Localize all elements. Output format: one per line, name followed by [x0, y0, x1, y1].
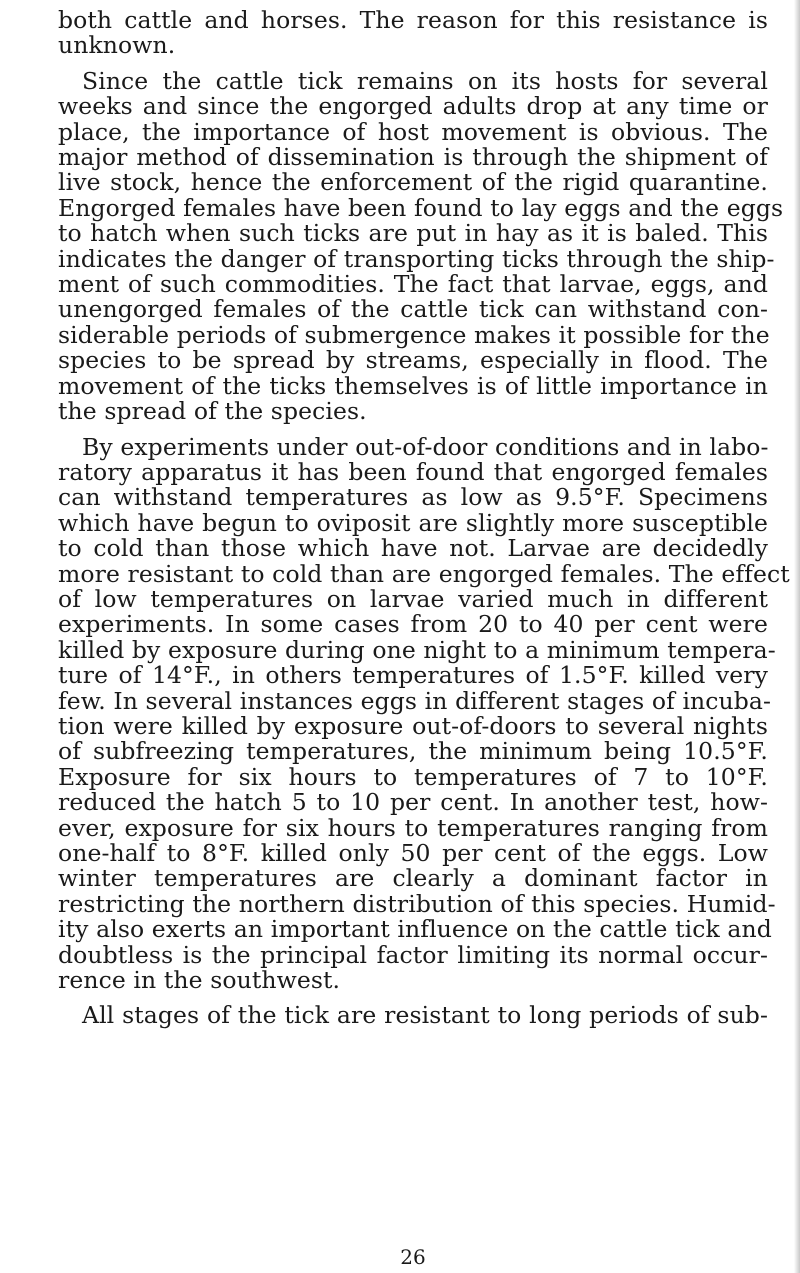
text-line: rence in the southwest.: [58, 966, 341, 995]
text-line: unknown.: [58, 31, 176, 60]
text-line: doubtless is the principal factor limiting its normal occur-: [58, 940, 768, 969]
text-line: ratory apparatus it has been found that engorged females: [58, 457, 768, 486]
text-line: movement of the ticks themselves is of little importance in: [58, 371, 768, 400]
text-line: one-half to 8°F. killed only 50 per cent of the eggs. Low: [58, 839, 768, 867]
text-line: species to be spread by streams, especially in flood. The: [58, 346, 768, 375]
text-line: of subfreezing temperatures, the minimum being 10.5°F.: [58, 737, 768, 766]
text-line: restricting the northern distribution of this species. Humid-: [58, 889, 776, 918]
text-line: winter temperatures are clearly a dominant factor in: [58, 864, 768, 893]
text-line: ever, exposure for six hours to temperatures ranging from: [58, 813, 768, 842]
text-line: Engorged females have been found to lay eggs and the eggs: [58, 193, 784, 222]
text-line: indicates the danger of transporting ticks through the ship-: [58, 244, 775, 273]
text-line: tion were killed by exposure out-of-doors to several nights: [58, 711, 768, 740]
text-line: more resistant to cold than are engorged females. The effect: [58, 559, 790, 588]
text-line: place, the importance of host movement is obvious. The: [58, 117, 768, 146]
paragraph-dissemination: [58, 66, 784, 426]
text-line: can withstand temperatures as low as 9.5°F. Specimens: [58, 483, 768, 512]
text-line: experiments. In some cases from 20 to 40 per cent were: [58, 610, 768, 639]
text-line: of low temperatures on larvae varied much in different: [58, 584, 768, 613]
text-line: live stock, hence the enforcement of the rigid quarantine.: [58, 168, 768, 197]
text-line: ment of such commodities. The fact that larvae, eggs, and: [58, 270, 768, 299]
text-line: All stages of the tick are resistant to long periods of sub-: [82, 1001, 768, 1030]
paragraph-continuation: [58, 8, 768, 59]
text-line: which have begun to oviposit are slightly more susceptible: [58, 508, 768, 537]
text-line: ity also exerts an important influence on the cattle tick and: [58, 915, 772, 944]
page-number: 26: [400, 1245, 426, 1269]
document-page: [58, 6, 790, 1269]
text-line: weeks and since the engorged adults drop at any time or: [58, 92, 768, 121]
text-line: reduced the hatch 5 to 10 per cent. In another test, how-: [58, 788, 768, 817]
text-line: ture of 14°F., in others temperatures of 1.5°F. killed very: [58, 661, 768, 690]
text-line: Since the cattle tick remains on its hosts for several: [82, 66, 768, 95]
text-line: the spread of the species.: [58, 397, 367, 426]
text-line: to cold than those which have not. Larvae are decidedly: [58, 534, 768, 563]
paragraph-temperature-experiments: [58, 432, 790, 995]
text-line: By experiments under out-of-door conditions and in labo-: [82, 432, 769, 461]
paragraph-submergence: [58, 1003, 768, 1028]
text-line: major method of dissemination is through the shipment of: [58, 143, 768, 172]
text-line: few. In several instances eggs in different stages of incuba-: [58, 686, 772, 715]
page-edge-shadow: [794, 0, 800, 1273]
text-line: to hatch when such ticks are put in hay as it is baled. This: [58, 219, 768, 248]
text-line: killed by exposure during one night to a minimum tempera-: [58, 635, 776, 664]
text-line: unengorged females of the cattle tick can withstand con-: [58, 295, 768, 324]
text-line: Exposure for six hours to temperatures of 7 to 10°F.: [58, 762, 768, 791]
text-line: siderable periods of submergence makes it possible for the: [58, 320, 770, 349]
text-line: both cattle and horses. The reason for this resistance is: [58, 6, 768, 34]
